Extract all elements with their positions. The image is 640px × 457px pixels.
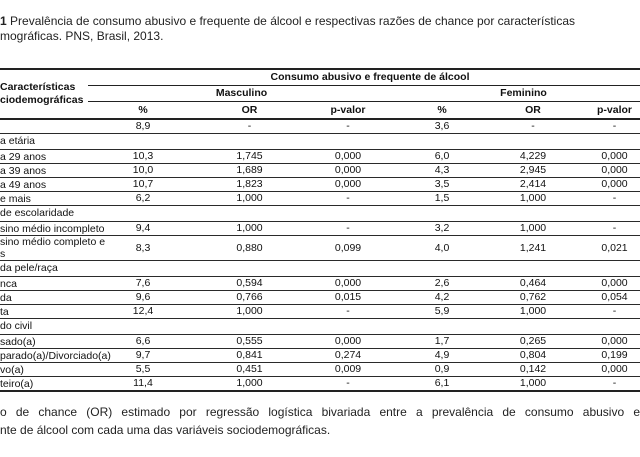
table-row (0, 363, 640, 377)
cell-value: 3,6 (395, 119, 489, 134)
table-row (0, 150, 640, 164)
cell-value: 3,5 (395, 178, 489, 192)
table-footnote (0, 403, 640, 439)
column-header-p-m: p-valor (301, 102, 395, 120)
cell-value: 0,000 (301, 164, 395, 178)
row-label: sino médio incompleto (0, 222, 105, 235)
cell-value: 6,0 (395, 150, 489, 164)
cell-value: - (301, 222, 395, 236)
cell-value: 0,000 (577, 178, 640, 192)
cell-value: 10,7 (88, 178, 198, 192)
header-row-groups (0, 86, 640, 102)
cell-value: 1,000 (198, 377, 301, 392)
cell-value: - (301, 305, 395, 319)
cell-value: 2,414 (489, 178, 577, 192)
cell-value: - (577, 377, 640, 392)
column-header-p-f: p-valor (577, 102, 640, 120)
table-body (0, 119, 640, 391)
row-label: nca (0, 277, 88, 291)
cell-value: 0,555 (198, 335, 301, 349)
cell-value: 9,7 (88, 349, 198, 363)
cell-value: 0,000 (577, 150, 640, 164)
section-row (0, 206, 640, 222)
cell-value: 4,2 (395, 291, 489, 305)
cell-value: 11,4 (88, 377, 198, 392)
cell-value: 6,1 (395, 377, 489, 392)
cell-value: 0,766 (198, 291, 301, 305)
cell-value: 1,689 (198, 164, 301, 178)
section-row (0, 134, 640, 150)
cell-value: 0,804 (489, 349, 577, 363)
cell-value: 1,823 (198, 178, 301, 192)
cell-value: 12,4 (88, 305, 198, 319)
row-label: vo(a) (0, 363, 88, 377)
column-header-or-m: OR (198, 102, 301, 120)
cell-value: - (198, 119, 301, 134)
cell-value: 4,229 (489, 150, 577, 164)
column-header-line1: Características (0, 81, 76, 93)
cell-value: 4,3 (395, 164, 489, 178)
cell-value: 1,000 (489, 192, 577, 206)
cell-value: - (301, 192, 395, 206)
cell-value: 0,000 (301, 150, 395, 164)
cell-value: - (577, 192, 640, 206)
cell-value: 0,000 (577, 363, 640, 377)
cell-value: 0,054 (577, 291, 640, 305)
cell-value: 6,2 (88, 192, 198, 206)
cell-value: 0,000 (577, 335, 640, 349)
cell-value: 9,6 (88, 291, 198, 305)
cell-value: 4,9 (395, 349, 489, 363)
cell-value: 0,142 (489, 363, 577, 377)
header-row-columns (0, 102, 640, 120)
table-row (0, 164, 640, 178)
table-row (0, 349, 640, 363)
cell-value: 0,265 (489, 335, 577, 349)
section-label: de escolaridade (0, 206, 640, 222)
cell-value: 10,0 (88, 164, 198, 178)
cell-value: 0,880 (198, 236, 301, 261)
header-row-span (0, 69, 640, 86)
cell-value: 0,9 (395, 363, 489, 377)
table-row (0, 305, 640, 319)
cell-value: 0,015 (301, 291, 395, 305)
cell-value: 0,274 (301, 349, 395, 363)
cell-value: 0,000 (301, 335, 395, 349)
cell-value: 7,6 (88, 277, 198, 291)
cell-value: 1,000 (489, 305, 577, 319)
table-row (0, 119, 640, 134)
column-header-characteristics (0, 69, 88, 119)
cell-value: 4,0 (395, 236, 489, 261)
cell-value: 1,000 (198, 305, 301, 319)
row-label (0, 119, 88, 134)
data-table (0, 68, 640, 392)
cell-value: - (577, 222, 640, 236)
table-row (0, 222, 640, 236)
section-label: a etária (0, 134, 640, 150)
footnote-line2: nte de álcool com cada uma das variáveis sociodemográficas. (0, 423, 331, 437)
cell-value: 10,3 (88, 150, 198, 164)
column-header-pct-m: % (88, 102, 198, 120)
cell-value: 0,099 (301, 236, 395, 261)
cell-value: 1,000 (489, 377, 577, 392)
cell-value: 0,199 (577, 349, 640, 363)
caption-number: 1 (0, 14, 7, 28)
row-label: sino médio completo e s (0, 236, 106, 260)
column-header-line2: ciodemográficas (0, 94, 84, 106)
cell-value: 1,000 (198, 192, 301, 206)
cell-value: 1,7 (395, 335, 489, 349)
cell-value: 5,9 (395, 305, 489, 319)
caption-line1 (0, 14, 640, 29)
caption-text: Prevalência de consumo abusivo e frequente de álcool e respectivas razões de chance por características (6, 14, 576, 28)
group-header-masculino: Masculino (88, 86, 395, 102)
table-row (0, 236, 640, 261)
cell-value: 0,464 (489, 277, 577, 291)
column-header-or-f: OR (489, 102, 577, 120)
cell-value: 9,4 (88, 222, 198, 236)
cell-value: 1,000 (489, 222, 577, 236)
footnote-line1: o de chance (OR) estimado por regressão logística bivariada entre a prevalência de consumo abusivo e (0, 405, 640, 419)
cell-value: 1,5 (395, 192, 489, 206)
section-label: do civil (0, 319, 640, 335)
column-header-pct-f: % (395, 102, 489, 120)
table-row (0, 277, 640, 291)
cell-value: 1,000 (198, 222, 301, 236)
cell-value: 0,009 (301, 363, 395, 377)
table-row (0, 377, 640, 392)
row-label: a 49 anos (0, 178, 88, 192)
table-row (0, 335, 640, 349)
row-label: a 29 anos (0, 150, 88, 164)
row-label: ta (0, 305, 88, 319)
cell-value: 0,000 (301, 178, 395, 192)
span-header-consumo: Consumo abusivo e frequente de álcool (88, 69, 640, 86)
row-label: e mais (0, 192, 88, 206)
cell-value: 6,6 (88, 335, 198, 349)
table-row (0, 291, 640, 305)
cell-value: - (489, 119, 577, 134)
row-label: da (0, 291, 88, 305)
section-row (0, 319, 640, 335)
cell-value: 0,762 (489, 291, 577, 305)
cell-value: 0,000 (301, 277, 395, 291)
section-label: da pele/raça (0, 261, 640, 277)
table-row (0, 178, 640, 192)
cell-value: 5,5 (88, 363, 198, 377)
table-caption (0, 14, 640, 44)
cell-value: - (301, 377, 395, 392)
caption-line2: mográficas. PNS, Brasil, 2013. (0, 29, 164, 43)
row-label: sado(a) (0, 335, 88, 349)
table-container (0, 68, 640, 392)
section-row (0, 261, 640, 277)
cell-value: 2,6 (395, 277, 489, 291)
group-header-feminino: Feminino (395, 86, 640, 102)
cell-value: 0,021 (577, 236, 640, 261)
table-row (0, 192, 640, 206)
cell-value: 0,594 (198, 277, 301, 291)
cell-value: 2,945 (489, 164, 577, 178)
row-label: teiro(a) (0, 377, 88, 392)
cell-value: 1,241 (489, 236, 577, 261)
cell-value: 1,745 (198, 150, 301, 164)
row-label: parado(a)/Divorciado(a) (0, 349, 111, 362)
cell-value: 8,9 (88, 119, 198, 134)
cell-value: - (301, 119, 395, 134)
cell-value: - (577, 119, 640, 134)
row-label: a 39 anos (0, 164, 88, 178)
cell-value: 3,2 (395, 222, 489, 236)
cell-value: - (577, 305, 640, 319)
cell-value: 0,451 (198, 363, 301, 377)
cell-value: 0,000 (577, 277, 640, 291)
cell-value: 0,841 (198, 349, 301, 363)
cell-value: 8,3 (88, 236, 198, 261)
cell-value: 0,000 (577, 164, 640, 178)
